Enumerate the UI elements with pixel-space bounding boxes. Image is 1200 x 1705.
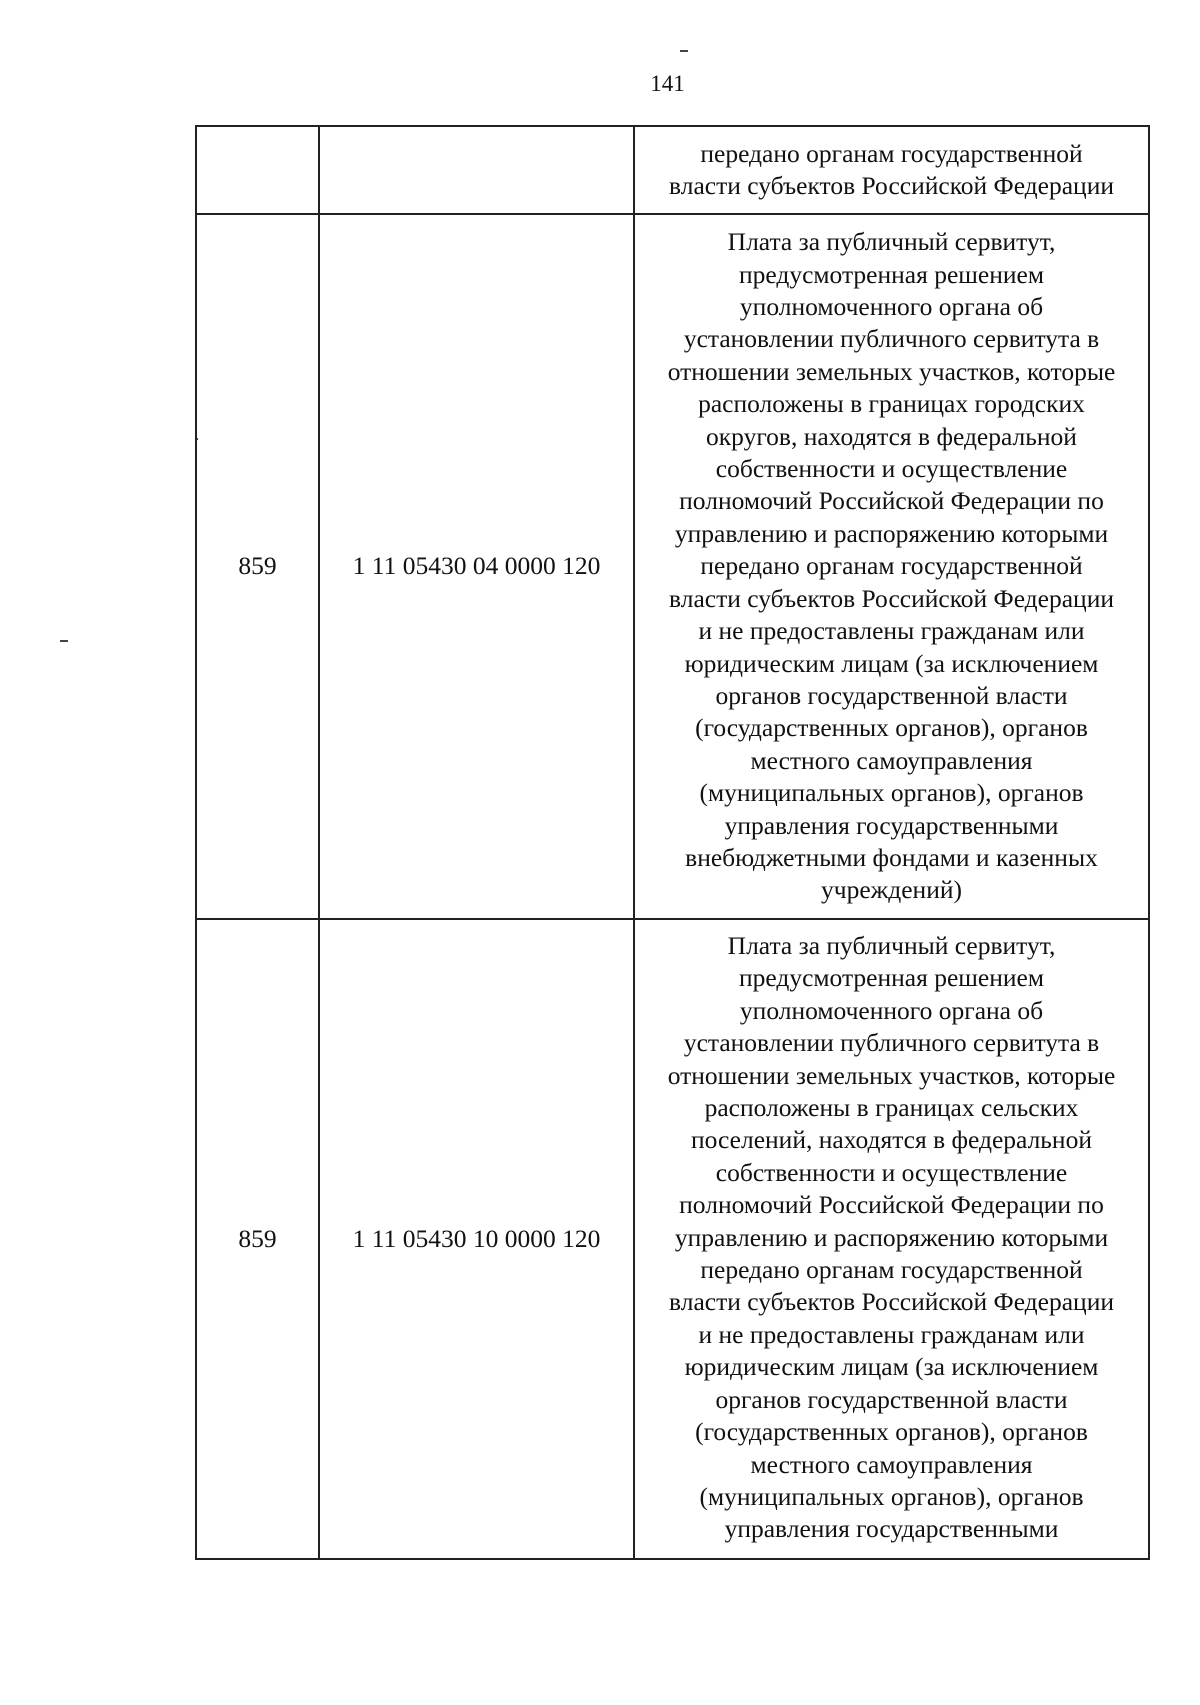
description-cell: передано органам государственной власти субъектов Российской Федерации — [634, 126, 1149, 214]
page-number: 141 — [650, 71, 685, 96]
revenue-codes-table — [195, 125, 1150, 1560]
table-row — [196, 214, 1149, 919]
table-row — [196, 919, 1149, 1559]
table-row — [196, 126, 1149, 214]
kbk-code-cell: 1 11 05430 10 0000 120 — [319, 919, 634, 1559]
admin-code-cell: 859 — [196, 214, 319, 919]
admin-code-cell — [196, 126, 319, 214]
kbk-code-cell: 1 11 05430 04 0000 120 — [319, 214, 634, 919]
description-cell: Плата за публичный сервитут, предусмотренная решением уполномоченного органа об установлении публичного сервитута в отношении земельных участков, которые расположены в границах сельских поселений, находятся в федеральной собственности и осуществление полномочий Российской Федерации по управлению и распоряжению которыми передано органам государственной власти субъектов Российской Федерации и не предоставлены гражданам или юридическим лицам (за исключением органов государственной власти (государственных органов), органов местного самоуправления (муниципальных органов), органов управления государственными — [634, 919, 1149, 1559]
admin-code-cell: 859 — [196, 919, 319, 1559]
kbk-code-cell — [319, 126, 634, 214]
description-cell: Плата за публичный сервитут, предусмотренная решением уполномоченного органа об установлении публичного сервитута в отношении земельных участков, которые расположены в границах городских округов, находятся в федеральной собственности и осуществление полномочий Российской Федерации по управлению и распоряжению которыми передано органам государственной власти субъектов Российской Федерации и не предоставлены гражданам или юридическим лицам (за исключением органов государственной власти (государственных органов), органов местного самоуправления (муниципальных органов), органов управления государственными внебюджетными фондами и казенных учреждений) — [634, 214, 1149, 919]
scan-mark-top — [680, 50, 688, 52]
scan-mark-left — [60, 640, 68, 642]
